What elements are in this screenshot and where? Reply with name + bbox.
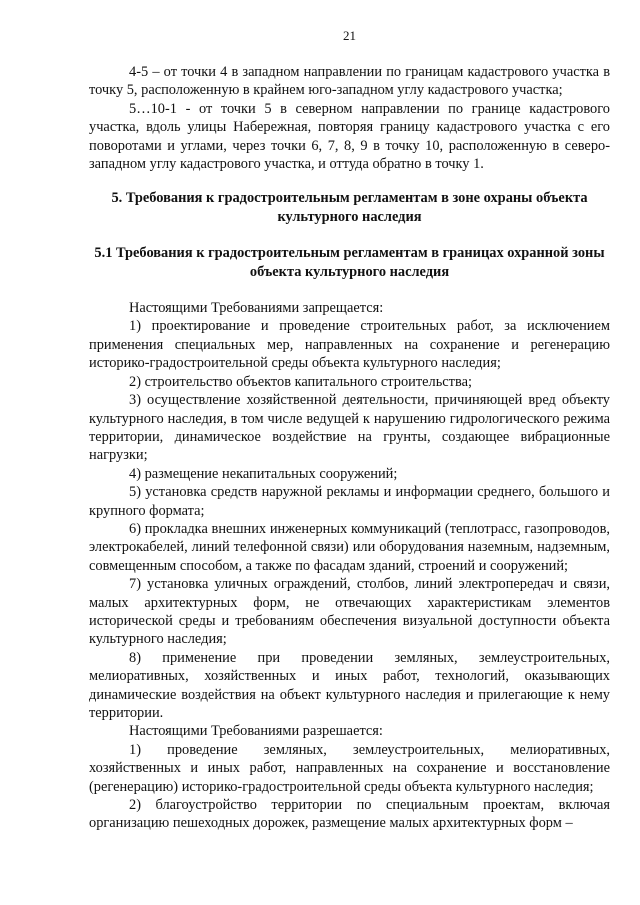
list-item: 6) прокладка внешних инженерных коммуникаций (теплотрасс, газопроводов, электрокабелей, линий телефонной связи) или оборудования наземным, надземным, совмещенным способом, а также по фасадам зданий, строений и сооружений; (89, 520, 610, 574)
list-item: 5) установка средств наружной рекламы и информации среднего, большого и крупного формата; (89, 484, 610, 519)
paragraph: Настоящими Требованиями разрешается: (129, 723, 383, 740)
page-number: 21 (343, 28, 356, 43)
subsection-heading: 5.1 Требования к градостроительным регламентам в границах охранной зоны объекта культурного наследия (94, 245, 605, 280)
list-item: 7) установка уличных ограждений, столбов, линий электропередач и связи, малых архитектурных форм, не отвечающих характеристикам элементов исторической среды и требованиям обеспечения визуальной доступности объекта культурного наследия; (89, 576, 610, 648)
list-item: 1) проведение земляных, землеустроительных, мелиоративных, хозяйственных и иных работ, направленных на сохранение и восстановление (регенерацию) историко-градостроительной среды объекта культурного наследия; (89, 741, 610, 795)
list-item: 2) строительство объектов капитального строительства; (129, 373, 472, 390)
list-item: 1) проектирование и проведение строительных работ, за исключением применения специальных мер, направленных на сохранение и регенерацию историко-градостроительной среды объекта культурного наследия; (89, 318, 610, 372)
list-item: 8) применение при проведении земляных, землеустроительных, мелиоративных, хозяйственных и иных работ, технологий, оказывающих динамические воздействия на объект культурного наследия и прилегающие к нему территории. (89, 649, 610, 721)
list-item: 3) осуществление хозяйственной деятельности, причиняющей вред объекту культурного наследия, в том числе ведущей к нарушению гидрологического режима территории, динамическое воздействие на грунты, создающее вибрационные нагрузки; (89, 392, 610, 464)
list-item: 2) благоустройство территории по специальным проектам, включая организацию пешеходных дорожек, размещение малых архитектурных форм – (89, 797, 610, 832)
paragraph: 4-5 – от точки 4 в западном направлении по границам кадастрового участка в точку 5, расположенную в крайнем юго-западном углу кадастрового участка; (89, 64, 610, 99)
paragraph: 5…10-1 - от точки 5 в северном направлении по границе кадастрового участка, вдоль улицы Набережная, повторяя границу кадастрового участка с его поворотами и углами, через точки 6, 7, 8, 9 в точку 10, расположенную в северо-западном углу кадастрового участка, и оттуда обратно в точку 1. (89, 100, 610, 173)
paragraph: Настоящими Требованиями запрещается: (129, 300, 384, 317)
list-item: 4) размещение некапитальных сооружений; (129, 465, 398, 482)
section-heading: 5. Требования к градостроительным регламентам в зоне охраны объекта культурного наследия (111, 190, 588, 225)
